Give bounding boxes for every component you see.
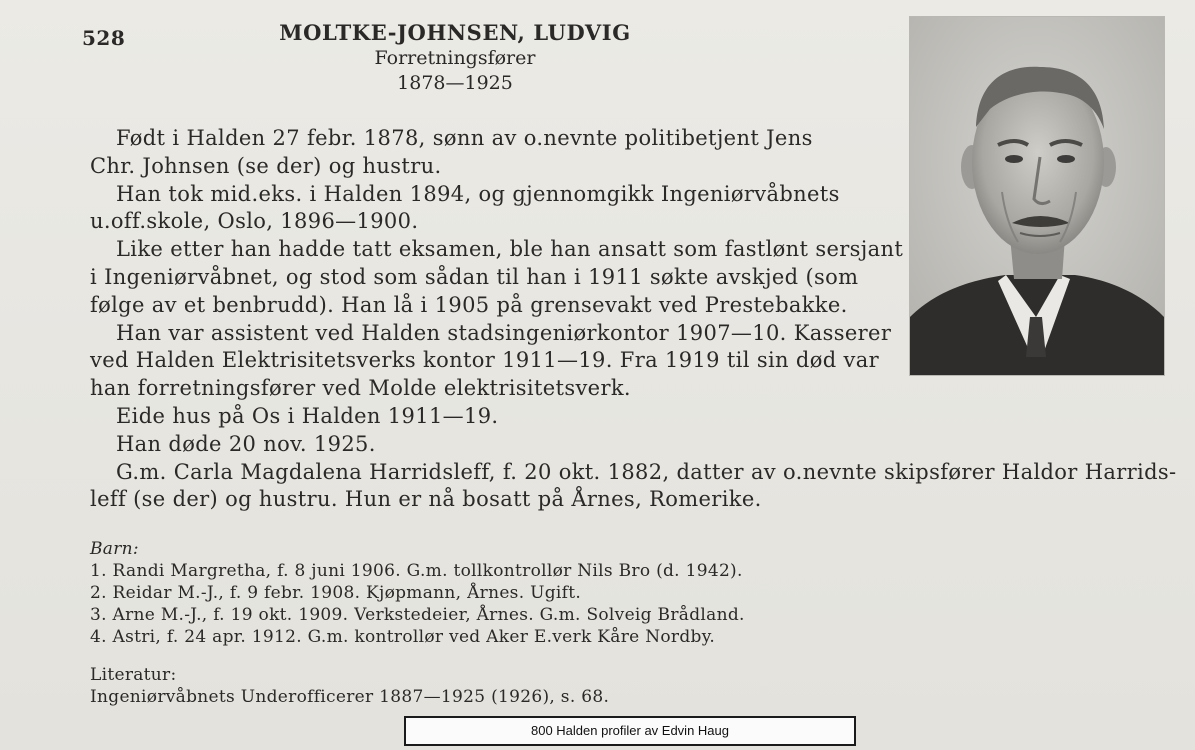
person-title: Forretningsfører bbox=[374, 47, 536, 69]
page-number: 528 bbox=[82, 26, 126, 50]
body-line: u.off.skole, Oslo, 1896—1900. bbox=[90, 209, 419, 234]
body-line: Han døde 20 nov. 1925. bbox=[116, 431, 376, 456]
children-section bbox=[90, 538, 990, 648]
child-item: 2. Reidar M.-J., f. 9 febr. 1908. Kjøpmann, Årnes. Ugift. bbox=[90, 583, 582, 603]
body-line: han forretningsfører ved Molde elektrisitetsverk. bbox=[90, 376, 631, 401]
children-label: Barn: bbox=[90, 539, 139, 559]
child-item: 4. Astri, f. 24 apr. 1912. G.m. kontrollør ved Aker E.verk Kåre Nordby. bbox=[90, 627, 716, 647]
literature-section bbox=[90, 664, 990, 708]
body-line: i Ingeniørvåbnet, og stod som sådan til han i 1911 søkte avskjed (som bbox=[90, 264, 859, 289]
biography-text bbox=[90, 125, 1177, 514]
body-line: Eide hus på Os i Halden 1911—19. bbox=[116, 403, 499, 428]
child-item: 3. Arne M.-J., f. 19 okt. 1909. Verkstedeier, Årnes. G.m. Solveig Brådland. bbox=[90, 605, 745, 625]
literature-label: Literatur: bbox=[90, 665, 177, 685]
person-name: MOLTKE-JOHNSEN, LUDVIG bbox=[279, 20, 631, 45]
entry-header bbox=[250, 20, 660, 96]
body-line: ved Halden Elektrisitetsverks kontor 1911—19. Fra 1919 til sin død var bbox=[90, 348, 879, 373]
child-item: 1. Randi Margretha, f. 8 juni 1906. G.m. tollkontrollør Nils Bro (d. 1942). bbox=[90, 561, 743, 581]
body-line: følge av et benbrudd). Han lå i 1905 på grensevakt ved Prestebakke. bbox=[90, 292, 848, 317]
body-line: Chr. Johnsen (se der) og hustru. bbox=[90, 153, 442, 178]
source-caption: 800 Halden profiler av Edvin Haug bbox=[404, 716, 856, 746]
body-line: G.m. Carla Magdalena Harridsleff, f. 20 okt. 1882, datter av o.nevnte skipsfører Haldor Harrids- bbox=[116, 459, 1177, 484]
body-line: leff (se der) og hustru. Hun er nå bosatt på Årnes, Romerike. bbox=[90, 487, 762, 512]
body-line: Han tok mid.eks. i Halden 1894, og gjennomgikk Ingeniørvåbnets bbox=[116, 181, 840, 206]
literature-text: Ingeniørvåbnets Underofficerer 1887—1925 (1926), s. 68. bbox=[90, 687, 610, 707]
body-line: Like etter han hadde tatt eksamen, ble han ansatt som fastlønt sersjant bbox=[116, 237, 904, 262]
body-line: Han var assistent ved Halden stadsingeniørkontor 1907—10. Kasserer bbox=[116, 320, 892, 345]
body-line: Født i Halden 27 febr. 1878, sønn av o.nevnte politibetjent Jens bbox=[116, 126, 813, 150]
person-years: 1878—1925 bbox=[397, 72, 513, 94]
portrait-photo bbox=[910, 17, 1164, 375]
